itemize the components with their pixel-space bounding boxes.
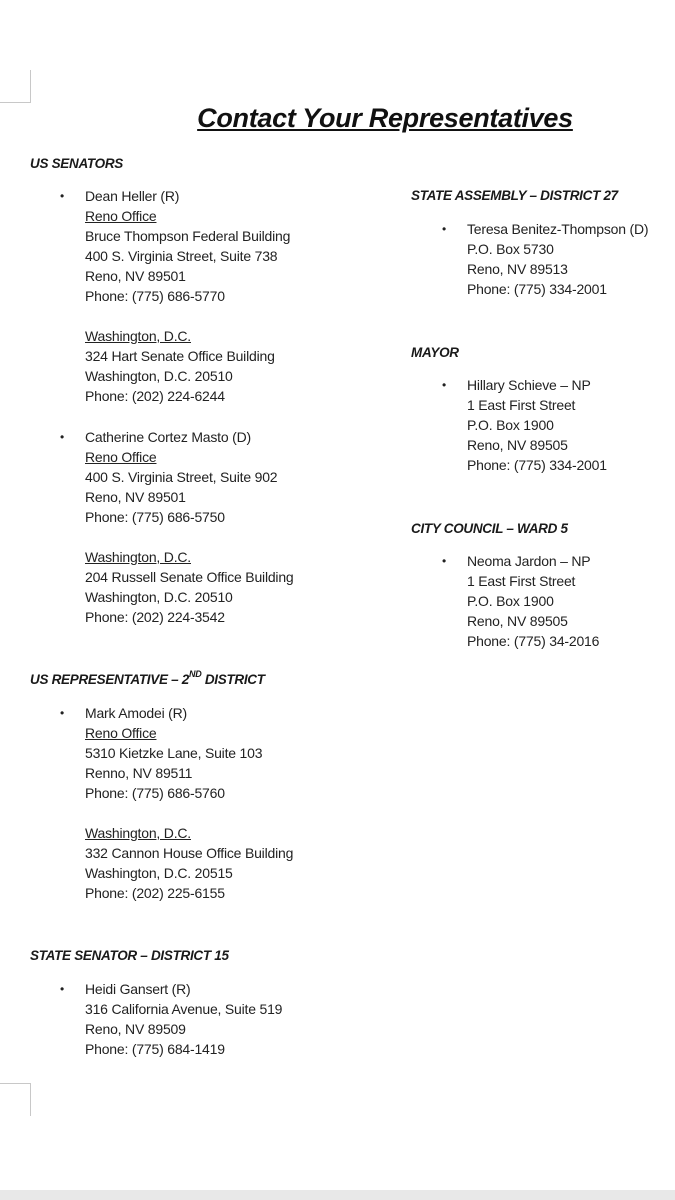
address-line: Washington, D.C. 20510 [85,368,233,384]
rep-name: Heidi Gansert (R) [85,981,191,997]
us-representative-heading: US REPRESENTATIVE – 2ND DISTRICT [30,669,265,687]
phone-line: Phone: (775) 686-5750 [85,509,225,525]
address-line: 5310 Kietzke Lane, Suite 103 [85,745,263,761]
mayor-heading: MAYOR [411,345,459,360]
phone-line: Phone: (775) 686-5760 [85,785,225,801]
state-senator-entry-gansert [60,979,283,1059]
rep-name: Neoma Jardon – NP [467,553,591,569]
us-senators-heading: US SENATORS [30,156,123,171]
address-line: Washington, D.C. 20515 [85,865,233,881]
address-line: Washington, D.C. 20510 [85,589,233,605]
rep-name: Hillary Schieve – NP [467,377,591,393]
address-line: Reno, NV 89513 [467,261,568,277]
address-line: Renno, NV 89511 [85,765,193,781]
state-assembly-heading: STATE ASSEMBLY – DISTRICT 27 [411,188,618,203]
bottom-scroll-area [0,1190,675,1200]
mayor-entry-schieve [442,375,607,475]
page-title: Contact Your Representatives [197,103,573,133]
address-line: Reno, NV 89501 [85,489,186,505]
address-line: Reno, NV 89505 [467,437,568,453]
office-label: Washington, D.C. [85,549,191,565]
rep-name: Teresa Benitez-Thompson (D) [467,221,649,237]
address-line: 324 Hart Senate Office Building [85,348,275,364]
address-line: P.O. Box 1900 [467,593,554,609]
address-line: Reno, NV 89501 [85,268,186,284]
address-line: 400 S. Virginia Street, Suite 902 [85,469,278,485]
address-line: 1 East First Street [467,573,576,589]
senator-entry-cortez-masto [60,427,294,627]
phone-line: Phone: (775) 334-2001 [467,281,607,297]
phone-line: Phone: (775) 686-5770 [85,288,225,304]
state-senator-heading: STATE SENATOR – DISTRICT 15 [30,948,229,963]
bullet: • [442,378,447,392]
phone-line: Phone: (202) 224-3542 [85,609,225,625]
senator-entry-heller [60,186,291,406]
address-line: Reno, NV 89509 [85,1021,186,1037]
rep-name: Catherine Cortez Masto (D) [85,429,251,445]
bullet: • [60,982,65,996]
office-label: Reno Office [85,449,157,465]
bullet: • [442,554,447,568]
phone-line: Phone: (775) 334-2001 [467,457,607,473]
address-line: 204 Russell Senate Office Building [85,569,294,585]
office-label: Reno Office [85,725,157,741]
address-line: Bruce Thompson Federal Building [85,228,291,244]
rep-name: Mark Amodei (R) [85,705,188,721]
phone-line: Phone: (775) 34-2016 [467,633,600,649]
office-label: Washington, D.C. [85,328,191,344]
office-label: Washington, D.C. [85,825,191,841]
phone-line: Phone: (775) 684-1419 [85,1041,225,1057]
address-line: 316 California Avenue, Suite 519 [85,1001,283,1017]
page-corner-marker-top [0,70,31,103]
bullet: • [442,222,447,236]
address-line: 400 S. Virginia Street, Suite 738 [85,248,278,264]
assembly-entry-benitez-thompson [442,219,649,299]
rep-name: Dean Heller (R) [85,188,180,204]
phone-line: Phone: (202) 225-6155 [85,885,225,901]
bullet: • [60,706,65,720]
bullet: • [60,430,65,444]
page-corner-marker-bottom [0,1083,31,1116]
representative-entry-amodei [60,703,294,903]
address-line: Reno, NV 89505 [467,613,568,629]
office-label: Reno Office [85,208,157,224]
phone-line: Phone: (202) 224-6244 [85,388,225,404]
address-line: 332 Cannon House Office Building [85,845,294,861]
address-line: P.O. Box 5730 [467,241,554,257]
council-entry-jardon [442,551,600,651]
city-council-heading: CITY COUNCIL – WARD 5 [411,521,568,536]
address-line: 1 East First Street [467,397,576,413]
address-line: P.O. Box 1900 [467,417,554,433]
bullet: • [60,189,65,203]
